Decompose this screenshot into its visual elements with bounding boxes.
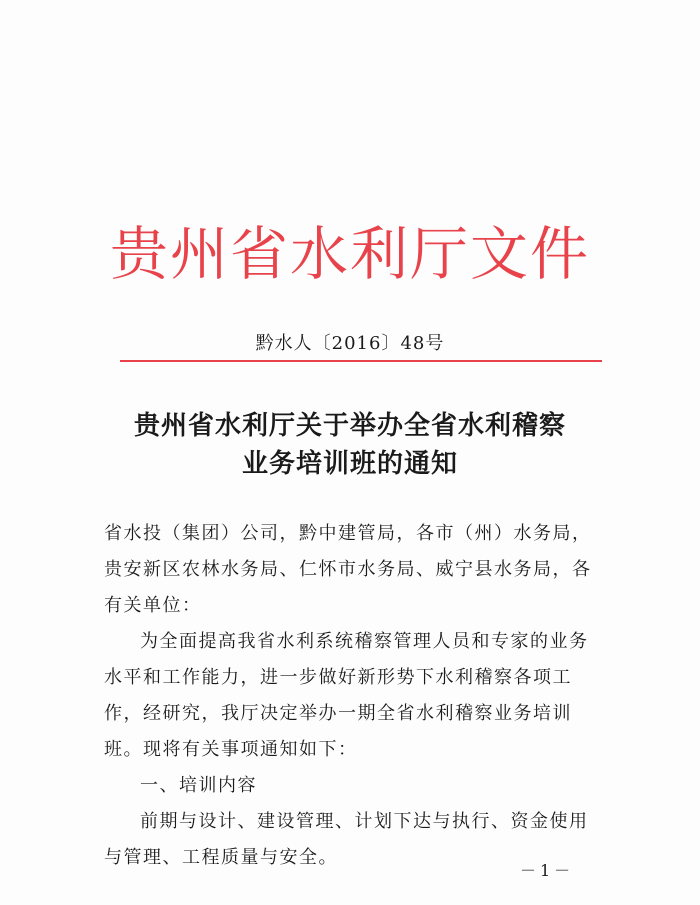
notice-title xyxy=(0,407,700,483)
section-1-paragraph: 前期与设计、建设管理、计划下达与执行、资金使用与管理、工程质量与安全。 xyxy=(104,811,589,868)
red-divider-line xyxy=(120,360,602,362)
page-number: －1－ xyxy=(520,861,575,880)
document-number: 黔水人〔2016〕48号 xyxy=(255,333,445,354)
notice-title-line-2: 业务培训班的通知 xyxy=(241,449,458,479)
notice-body xyxy=(104,516,604,876)
intro-paragraph: 为全面提高我省水利系统稽察管理人员和专家的业务水平和工作能力，进一步做好新形势下水利稽察各项工作，经研究，我厅决定举办一期全省水利稽察业务培训班。现将有关事项通知如下： xyxy=(104,631,589,760)
document-header-title: 贵州省水利厅文件 xyxy=(109,220,590,288)
notice-title-line-1: 贵州省水利厅关于举办全省水利稽察 xyxy=(133,411,566,441)
recipients-paragraph: 省水投（集团）公司，黔中建管局，各市（州）水务局，贵安新区农林水务局、仁怀市水务局、威宁县水务局，各有关单位： xyxy=(104,523,592,616)
section-heading-training-content: 一、培训内容 xyxy=(140,775,257,796)
